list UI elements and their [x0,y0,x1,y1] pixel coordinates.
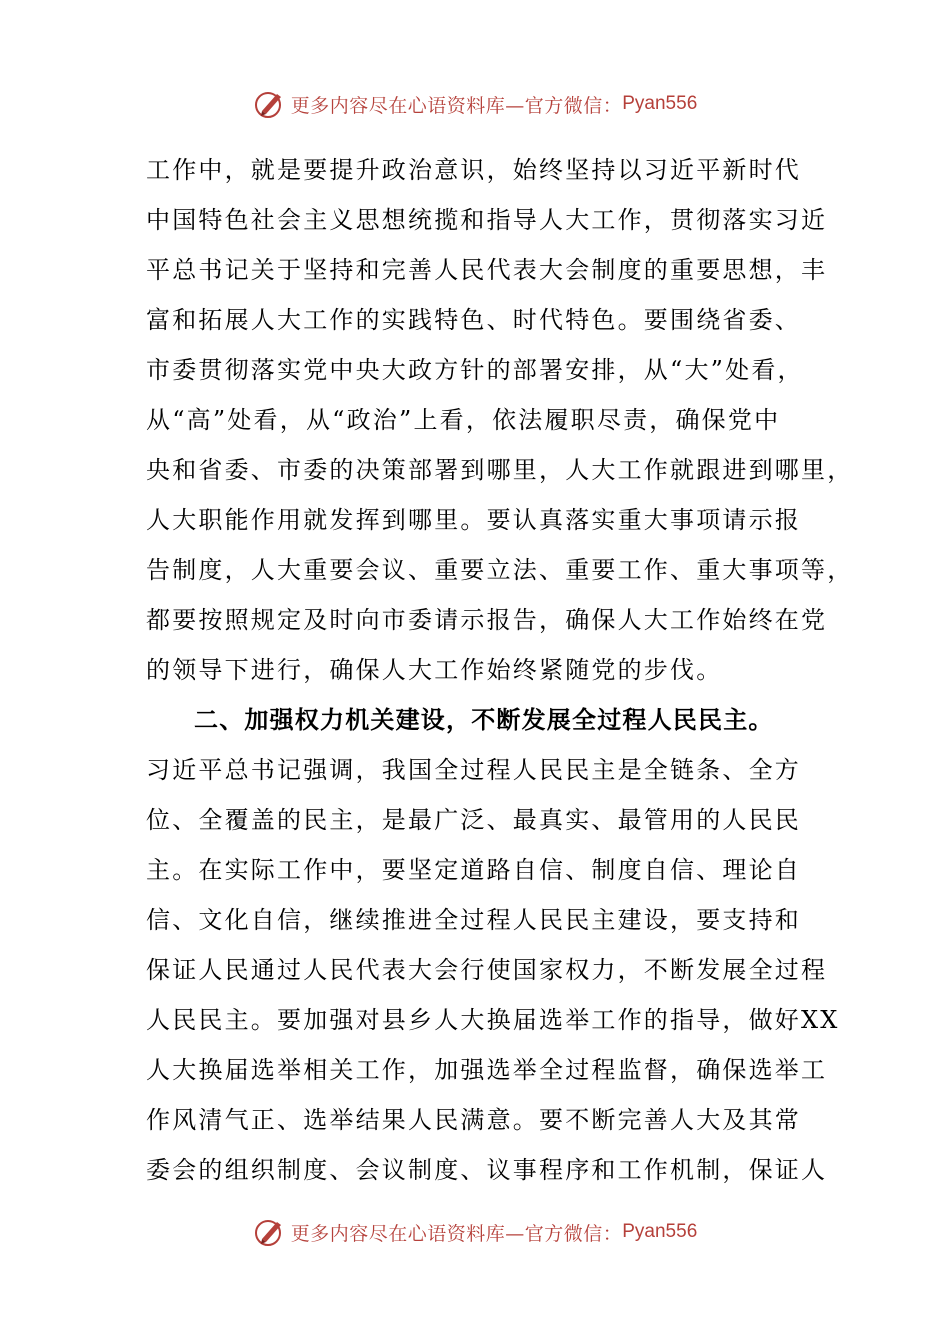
watermark-wechat-id: Pyan556 [622,1221,698,1242]
text-line: 人大换届选举相关工作，加强选举全过程监督，确保选举工 [146,1056,828,1084]
text-line: 位、全覆盖的民主，是最广泛、最真实、最管用的人民民 [146,806,801,834]
text-line: 人大职能作用就发挥到哪里。要认真落实重大事项请示报 [146,506,801,534]
text-line: 市委贯彻落实党中央大政方针的部署安排，从“大”处看， [146,356,804,384]
text-line: 保证人民通过人民代表大会行使国家权力，不断发展全过程 [146,956,828,984]
text-line: 作风清气正、选举结果人民满意。要不断完善人大及其常 [146,1106,801,1134]
watermark-text: 更多内容尽在心语资料库—官方微信： [290,94,623,117]
paragraph-2 [146,745,840,1195]
text-line: 告制度，人大重要会议、重要立法、重要工作、重大事项等， [146,556,854,584]
text-line: 人民民主。要加强对县乡人大换届选举工作的指导，做好XX [146,1006,840,1034]
watermark-text: 更多内容尽在心语资料库—官方微信： [290,1222,623,1245]
text-line: 信、文化自信，继续推进全过程人民民主建设，要支持和 [146,906,801,934]
text-line: 中国特色社会主义思想统揽和指导人大工作，贯彻落实习近 [146,206,828,234]
section-heading: 二、加强权力机关建设，不断发展全过程人民民主。 [194,706,774,734]
text-line: 习近平总书记强调，我国全过程人民民主是全链条、全方 [146,756,801,784]
paragraph-1 [146,145,854,695]
text-line: 的领导下进行，确保人大工作始终紧随党的步伐。 [146,656,723,684]
text-line: 富和拓展人大工作的实践特色、时代特色。要围绕省委、 [146,306,801,334]
text-line: 从“高”处看，从“政治”上看，依法履职尽责，确保党中 [146,406,781,434]
footer-watermark [0,1212,950,1252]
text-line: 工作中，就是要提升政治意识，始终坚持以习近平新时代 [146,156,801,184]
text-line: 央和省委、市委的决策部署到哪里，人大工作就跟进到哪里， [146,456,854,484]
pen-circle-logo-icon [253,1215,287,1249]
text-line: 委会的组织制度、会议制度、议事程序和工作机制，保证人 [146,1156,828,1184]
pen-circle-logo-icon [253,87,287,121]
text-line: 主。在实际工作中，要坚定道路自信、制度自信、理论自 [146,856,801,884]
document-body [146,145,854,1195]
watermark-wechat-id: Pyan556 [622,93,698,114]
text-line: 平总书记关于坚持和完善人民代表大会制度的重要思想，丰 [146,256,828,284]
text-line: 都要按照规定及时向市委请示报告，确保人大工作始终在党 [146,606,828,634]
header-watermark [0,84,950,124]
